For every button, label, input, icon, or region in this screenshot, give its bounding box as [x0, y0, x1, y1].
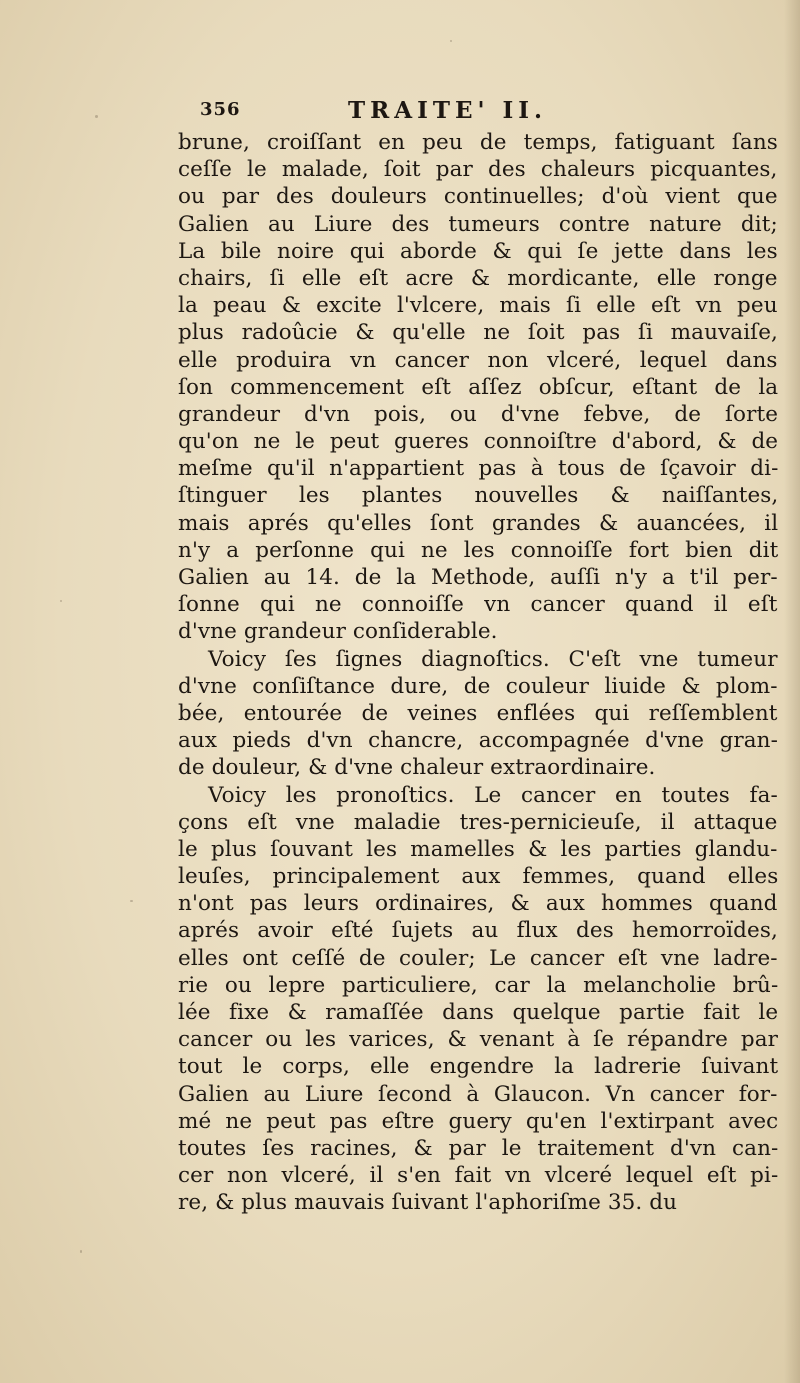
text-line: cancer ou les varices, & venant à ſe répandre par — [178, 1027, 779, 1053]
paper-speck — [80, 1250, 82, 1253]
text-line: plus radoûcie & qu'elle ne ſoit pas ſi mauvaiſe, — [178, 320, 778, 346]
text-line: rie ou lepre particuliere, car la melancholie brû- — [178, 972, 779, 998]
text-line: n'y a perſonne qui ne les connoiſſe fort bien dit — [178, 537, 779, 563]
text-line: la peau & excite l'vlcere, mais ſi elle eſt vn peu — [178, 293, 778, 319]
text-block — [178, 97, 798, 1217]
text-line: d'vne conſiſtance dure, de couleur liuide & plom- — [178, 673, 778, 699]
text-line: elles ont ceſſé de couler; Le cancer eſt vne ladre- — [178, 945, 778, 971]
text-line: toutes ſes racines, & par le traitement d'vn can- — [178, 1135, 779, 1161]
text-line: leuſes, principalement aux femmes, quand elles — [178, 864, 779, 890]
text-line: La bile noire qui aborde & qui ſe jette dans les — [178, 238, 778, 264]
running-title: TRAITE' II. — [348, 97, 548, 124]
text-line: Voicy les pronoſtics. Le cancer en toutes fa- — [208, 782, 778, 808]
text-line: Galien au 14. de la Methode, auſſi n'y a t'il per- — [178, 565, 778, 590]
text-line: tout le corps, elle engendre la ladrerie ſuivant — [178, 1054, 779, 1080]
text-line: qu'on ne le peut gueres connoiſtre d'abord, & de — [178, 429, 779, 455]
text-line: cer non vlceré, il s'en fait vn vlceré lequel eſt pi- — [178, 1163, 779, 1189]
text-line: de douleur, & d'vne chaleur extraordinaire. — [178, 755, 656, 781]
text-line: mé ne peut pas eſtre guery qu'en l'extirpant avec — [178, 1108, 779, 1134]
text-line: aux pieds d'vn chancre, accompagnée d'vne gran- — [178, 728, 778, 754]
text-line: lée fixe & ramaſſée dans quelque partie fait le — [178, 1000, 779, 1025]
text-line: chairs, ſi elle eſt acre & mordicante, elle ronge — [178, 265, 778, 291]
text-line: mais aprés qu'elles ſont grandes & auancées, il — [178, 510, 779, 536]
text-line: ſonne qui ne connoiſſe vn cancer quand il eſt — [178, 592, 778, 618]
text-line: re, & plus mauvais ſuivant l'aphoriſme 35. du — [178, 1190, 678, 1216]
text-line: brune, croiſſant en peu de temps, fatiguant ſans — [178, 130, 778, 155]
text-line: elle produira vn cancer non vlceré, lequel dans — [178, 347, 778, 373]
text-line: ceſſe le malade, ſoit par des chaleurs picquantes, — [178, 157, 778, 183]
text-line: Galien au Liure des tumeurs contre nature dit; — [178, 211, 778, 237]
text-line: Galien au Liure ſecond à Glaucon. Vn cancer for- — [178, 1081, 778, 1107]
paper-speck — [95, 115, 98, 118]
text-line: aprés avoir eſté ſujets au flux des hemorroïdes, — [178, 918, 778, 944]
text-line: ſon commencement eſt aſſez obſcur, eſtant de la — [178, 374, 779, 400]
page-number: 356 — [200, 99, 241, 120]
text-line: bée, entourée de veines enflées qui reſſemblent — [178, 700, 778, 726]
text-line: çons eſt vne maladie tres-pernicieuſe, il attaque — [178, 809, 778, 835]
paper-speck — [450, 40, 452, 42]
text-line: ou par des douleurs continuelles; d'où vient que — [178, 184, 778, 210]
paper-speck — [60, 600, 62, 602]
paper-speck — [130, 900, 133, 902]
running-head — [178, 97, 798, 129]
text-line: ſtinguer les plantes nouvelles & naiſſantes, — [178, 483, 779, 509]
text-line: Voicy ſes ſignes diagnoſtics. C'eſt vne tumeur — [208, 646, 778, 672]
text-line: le plus ſouvant les mamelles & les parties glandu- — [178, 836, 778, 862]
text-line: grandeur d'vn pois, ou d'vne febve, de ſorte — [178, 401, 779, 427]
text-line: n'ont pas leurs ordinaires, & aux hommes quand — [178, 891, 778, 917]
text-line: meſme qu'il n'appartient pas à tous de ſçavoir di- — [178, 456, 779, 482]
body-text — [178, 129, 798, 1217]
text-line: d'vne grandeur conſiderable. — [178, 619, 498, 645]
